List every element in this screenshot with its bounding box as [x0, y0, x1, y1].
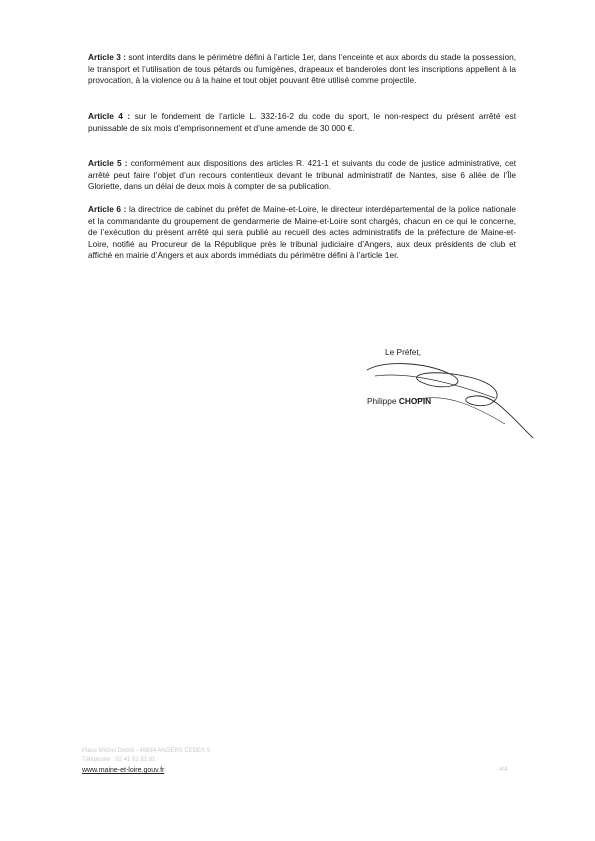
- article-separator: :: [120, 52, 129, 62]
- article-separator: :: [121, 158, 131, 168]
- footer-phone: Téléphone : 02 41 81 81 81: [82, 757, 156, 763]
- page-number: 4/4: [499, 767, 508, 773]
- signatory-name: [367, 396, 431, 406]
- article-separator: :: [122, 111, 135, 121]
- article-label: Article 5: [88, 158, 122, 168]
- article-text: sur le fondement de l’article L. 332-16-2 du code du sport, le non-respect du présent arrêté est punissable de six mois d’emprisonnement et d’une amende de 30 000 €.: [88, 111, 517, 133]
- article-label: Article 3: [88, 52, 121, 62]
- article-label: Article 4: [88, 111, 123, 121]
- article-text: la directrice de cabinet du préfet de Maine-et-Loire, le directeur interdépartemental de la police nationale et la commandante du groupement de gendarmerie de Maine-et-Loire sont chargés, chacun en ce qui le concerne, de l’exécution du présent arrêté qui sera publié au recueil des actes administratifs de la préfecture de Maine-et-Loire, notifié au Procureur de la République près le tribunal judiciaire d’Angers, aux deux présidents de club et affiché en mairie d’Angers et aux abords immédiats du périmètre défini à l’article 1er.: [88, 204, 517, 261]
- article-3: [88, 52, 516, 87]
- article-5: [88, 158, 516, 193]
- signatory-first-name: Philippe: [367, 396, 397, 406]
- article-6: [88, 204, 516, 262]
- signatory-title: Le Préfet,: [385, 347, 421, 357]
- footer-website-link[interactable]: www.maine-et-loire.gouv.fr: [82, 767, 165, 774]
- article-text: sont interdits dans le périmètre défini à l’article 1er, dans l’enceinte et aux abords du stade la possession, le transport et l’utilisation de tous pétards ou fumigènes, drapeaux et banderoles dont les inscriptions appellent à la provocation, à la violence ou à la haine et tout objet pouvant être utilisé comme projectile.: [88, 52, 517, 86]
- article-4: [88, 111, 516, 134]
- article-text: conformément aux dispositions des articles R. 421-1 et suivants du code de justice administrative, cet arrêté peut faire l’objet d’un recours contentieux devant le tribunal administratif de Nantes, sise 6 allée de l’Île Gloriette, dans un délai de deux mois à compter de sa publication.: [88, 158, 517, 192]
- signatory-last-name: CHOPIN: [398, 396, 432, 406]
- footer-address: Place Michel Debré - 49934 ANGERS CEDEX 9: [82, 748, 211, 754]
- article-label: Article 6: [88, 204, 122, 214]
- article-separator: :: [121, 204, 130, 214]
